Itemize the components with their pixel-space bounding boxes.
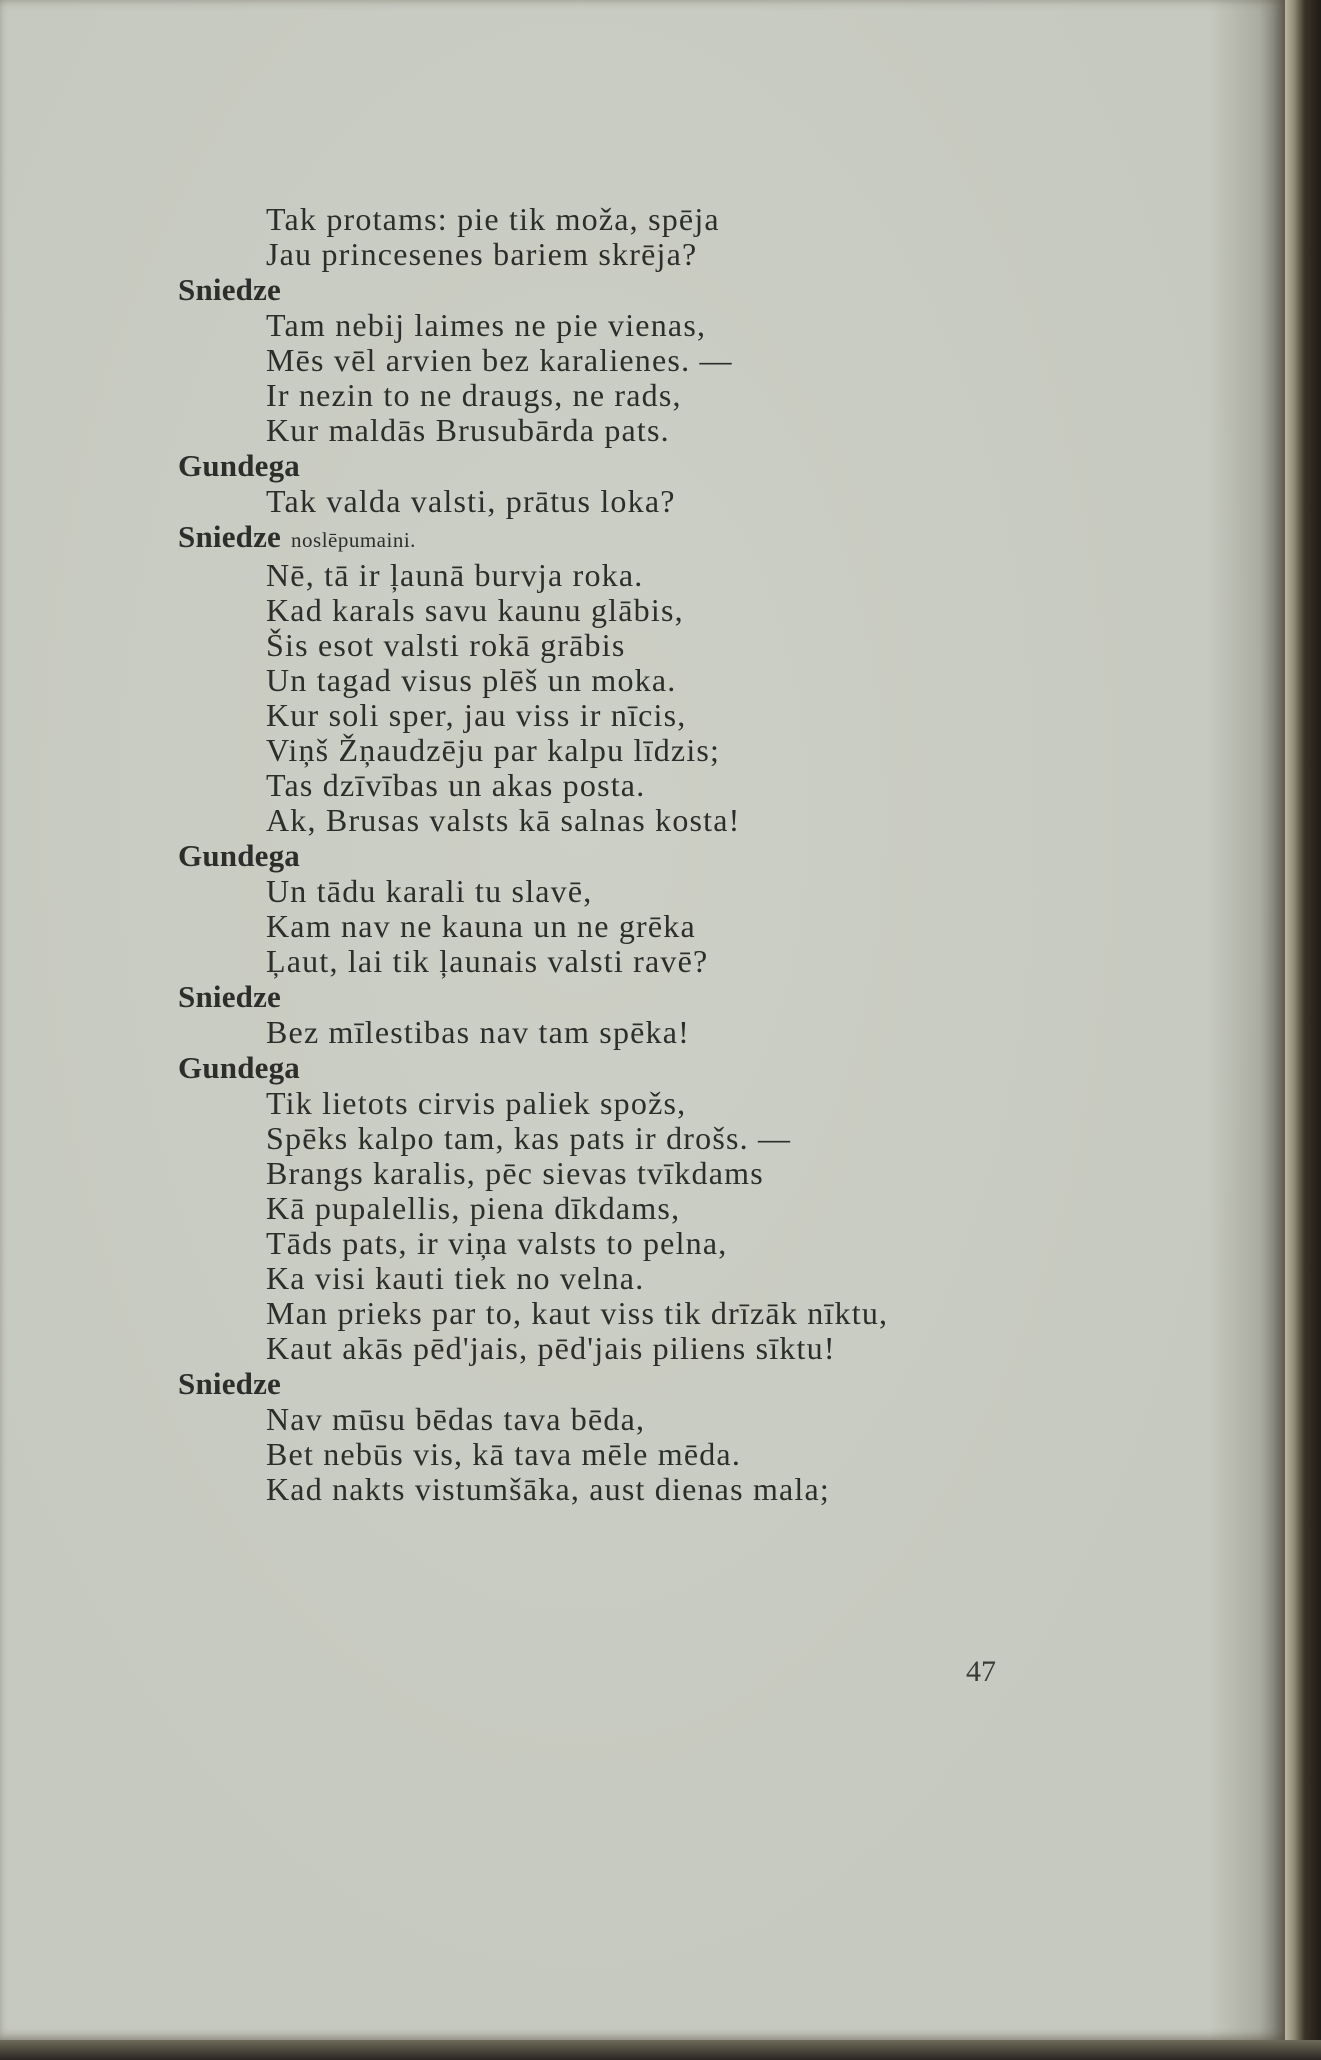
verse-line: Bez mīlestibas nav tam spēka! (266, 1014, 691, 1050)
speaker-line (178, 519, 1078, 558)
verse-line: Tam nebij laimes ne pie vienas, (266, 307, 707, 343)
verse-line: Jau princesenes bariem skrēja? (266, 236, 698, 272)
dialogue-block (178, 979, 1078, 1050)
speaker-name: Sniedze (178, 272, 282, 307)
verse-line: Ak, Brusas valsts kā salnas kosta! (266, 802, 741, 838)
verse-line: Ir nezin to ne draugs, ne rads, (266, 377, 682, 413)
verse-line: Bet nebūs vis, kā tava mēle mēda. (266, 1436, 742, 1472)
verse-line: Šis esot valsti rokā grābis (266, 627, 626, 663)
verse-line: Mēs vēl arvien bez karalienes. — (266, 342, 733, 378)
dialogue-block (178, 202, 1078, 272)
book-edge-bottom (0, 2040, 1321, 2060)
stage-direction: noslēpumaini. (291, 528, 416, 552)
dialogue-block (178, 519, 1078, 838)
verse-line: Kad karals savu kaunu glābis, (266, 592, 684, 628)
verse-line: Nē, tā ir ļaunā burvja roka. (266, 557, 644, 593)
verse-line: Viņš Žņaudzēju par kalpu līdzis; (266, 732, 721, 768)
dialogue-block (178, 1050, 1078, 1366)
verse-line: Tas dzīvības un akas posta. (266, 767, 646, 803)
verse-line: Tak protams: pie tik moža, spēja (266, 201, 720, 237)
verse-line: Kam nav ne kauna un ne grēka (266, 908, 696, 944)
speaker-name: Gundega (178, 838, 300, 873)
dialogue-block (178, 272, 1078, 448)
verse-line: Kur soli sper, jau viss ir nīcis, (266, 697, 687, 733)
verse-line: Tak valda valsti, prātus loka? (266, 483, 676, 519)
dialogue-block (178, 838, 1078, 979)
verse-line: Spēks kalpo tam, kas pats ir drošs. — (266, 1120, 792, 1156)
page-number: 47 (966, 1655, 996, 1688)
verse-line: Ka visi kauti tiek no velna. (266, 1260, 645, 1296)
verse-line: Tik lietots cirvis paliek spožs, (266, 1085, 687, 1121)
verse-line: Un tagad visus plēš un moka. (266, 662, 677, 698)
verse-line: Brangs karalis, pēc sievas tvīkdams (266, 1155, 764, 1191)
speaker-name: Sniedze (178, 979, 282, 1014)
verse-line: Ļaut, lai tik ļaunais valsti ravē? (266, 943, 709, 979)
speaker-name: Sniedze (178, 519, 282, 554)
book-edge-right (1285, 0, 1321, 2060)
play-text (178, 202, 1078, 1507)
dialogue-block (178, 1366, 1078, 1507)
dialogue-block (178, 448, 1078, 519)
speaker-name: Gundega (178, 1050, 300, 1085)
verse-line: Kā pupalellis, piena dīkdams, (266, 1190, 681, 1226)
verse-line: Nav mūsu bēdas tava bēda, (266, 1401, 646, 1437)
verse-line: Man prieks par to, kaut viss tik drīzāk nīktu, (266, 1295, 889, 1331)
verse-line: Kaut akās pēd'jais, pēd'jais piliens sīktu! (266, 1330, 836, 1366)
speaker-name: Gundega (178, 448, 300, 483)
verse-line: Kad nakts vistumšāka, aust dienas mala; (266, 1471, 831, 1507)
verse-line: Tāds pats, ir viņa valsts to pelna, (266, 1225, 728, 1261)
speaker-name: Sniedze (178, 1366, 282, 1401)
verse-line: Kur maldās Brusubārda pats. (266, 412, 670, 448)
verse-line: Un tādu karali tu slavē, (266, 873, 593, 909)
